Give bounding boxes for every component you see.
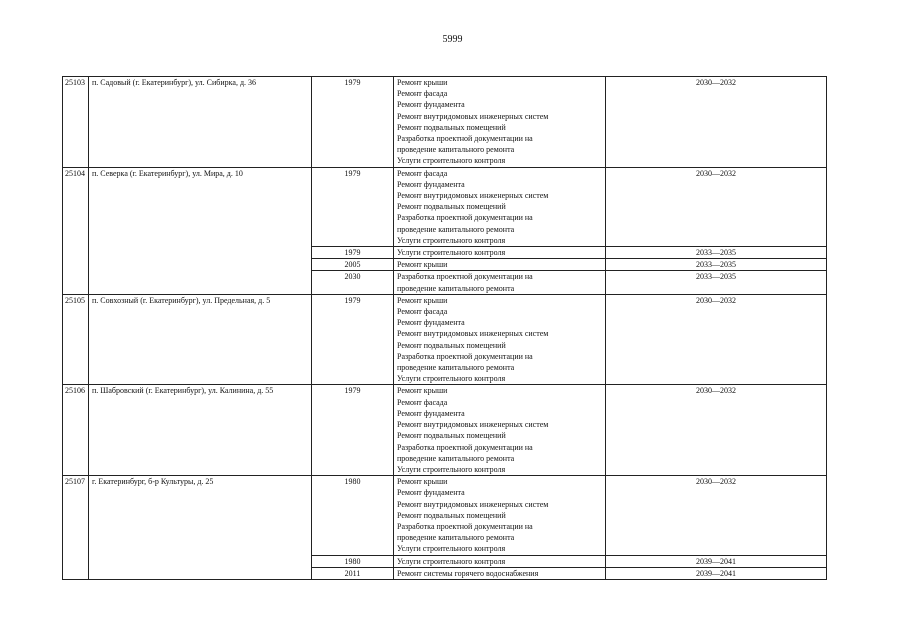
record-number: 25103 xyxy=(63,77,89,168)
work-item: Ремонт крыши xyxy=(397,386,448,396)
work-item: Ремонт внутридомовых инженерных систем xyxy=(397,499,549,509)
work-item: Ремонт фасада xyxy=(397,307,448,317)
record-year: 1979 xyxy=(312,77,394,168)
record-works xyxy=(394,385,606,476)
work-item: Разработка проектной документации на xyxy=(397,213,533,223)
record-period: 2033—2035 xyxy=(606,271,827,294)
record-period: 2033—2035 xyxy=(606,247,827,259)
work-item: Ремонт подвальных помещений xyxy=(397,202,506,212)
work-item: Ремонт крыши xyxy=(397,78,448,87)
work-item: Ремонт фундамента xyxy=(397,488,465,498)
record-period: 2030—2032 xyxy=(606,476,827,555)
record-period: 2033—2035 xyxy=(606,259,827,271)
table-row xyxy=(63,167,827,246)
record-period: 2030—2032 xyxy=(606,385,827,476)
record-works xyxy=(394,259,606,271)
work-item: проведение капитального ремонта xyxy=(397,145,515,155)
record-works xyxy=(394,555,606,567)
table-row xyxy=(63,476,827,555)
work-item: Ремонт фундамента xyxy=(397,100,465,110)
record-address: п. Северка (г. Екатеринбург), ул. Мира, д. 10 xyxy=(89,167,312,294)
record-address: п. Совхозный (г. Екатеринбург), ул. Предельная, д. 5 xyxy=(89,294,312,385)
record-works xyxy=(394,476,606,555)
work-item: проведение капитального ремонта xyxy=(397,533,515,543)
table-row xyxy=(63,77,827,168)
record-period: 2030—2032 xyxy=(606,294,827,385)
record-number: 25104 xyxy=(63,167,89,294)
record-year: 1980 xyxy=(312,555,394,567)
work-item: Ремонт фасада xyxy=(397,168,448,178)
record-address: г. Екатеринбург, б-р Культуры, д. 25 xyxy=(89,476,312,580)
work-item: Ремонт внутридомовых инженерных систем xyxy=(397,420,549,430)
record-period: 2039—2041 xyxy=(606,567,827,579)
work-item: Ремонт крыши xyxy=(397,295,448,305)
work-item: Разработка проектной документации на xyxy=(397,351,533,361)
work-item: проведение капитального ремонта xyxy=(397,283,515,293)
record-period: 2030—2032 xyxy=(606,167,827,246)
record-period: 2039—2041 xyxy=(606,555,827,567)
work-item: проведение капитального ремонта xyxy=(397,224,515,234)
table-row xyxy=(63,385,827,476)
work-item: Услуги строительного контроля xyxy=(397,464,506,474)
work-item: Разработка проектной документации на xyxy=(397,134,533,144)
work-item: Услуги строительного контроля xyxy=(397,248,506,258)
record-works xyxy=(394,167,606,246)
record-works xyxy=(394,271,606,294)
work-item: Ремонт фасада xyxy=(397,89,448,99)
work-item: Услуги строительного контроля xyxy=(397,556,506,566)
work-item: Ремонт фундамента xyxy=(397,318,465,328)
work-item: Разработка проектной документации на xyxy=(397,272,533,282)
work-item: проведение капитального ремонта xyxy=(397,453,515,463)
work-item: Ремонт подвальных помещений xyxy=(397,431,506,441)
work-item: Услуги строительного контроля xyxy=(397,374,506,384)
work-item: Ремонт внутридомовых инженерных систем xyxy=(397,329,549,339)
record-address: п. Шабровский (г. Екатеринбург), ул. Калинина, д. 55 xyxy=(89,385,312,476)
work-item: Ремонт крыши xyxy=(397,260,448,270)
work-item: Разработка проектной документации на xyxy=(397,521,533,531)
work-item: Ремонт подвальных помещений xyxy=(397,122,506,132)
record-year: 2011 xyxy=(312,567,394,579)
record-number: 25105 xyxy=(63,294,89,385)
work-item: Ремонт системы горячего водоснабжения xyxy=(397,568,539,578)
record-year: 1979 xyxy=(312,385,394,476)
work-item: Услуги строительного контроля xyxy=(397,235,506,245)
record-year: 1979 xyxy=(312,167,394,246)
record-address: п. Садовый (г. Екатеринбург), ул. Сибирка, д. 36 xyxy=(89,77,312,168)
record-year: 1979 xyxy=(312,294,394,385)
work-item: Ремонт крыши xyxy=(397,477,448,487)
record-works xyxy=(394,247,606,259)
record-year: 2005 xyxy=(312,259,394,271)
work-item: Услуги строительного контроля xyxy=(397,156,506,166)
record-works xyxy=(394,77,606,168)
work-item: проведение капитального ремонта xyxy=(397,363,515,373)
work-item: Ремонт внутридомовых инженерных систем xyxy=(397,111,549,121)
work-item: Ремонт внутридомовых инженерных систем xyxy=(397,191,549,201)
record-number: 25106 xyxy=(63,385,89,476)
record-year: 2030 xyxy=(312,271,394,294)
work-item: Разработка проектной документации на xyxy=(397,442,533,452)
work-item: Ремонт подвальных помещений xyxy=(397,510,506,520)
capital-repair-table xyxy=(62,76,827,580)
record-works xyxy=(394,567,606,579)
record-period: 2030—2032 xyxy=(606,77,827,168)
record-number: 25107 xyxy=(63,476,89,580)
table-row xyxy=(63,294,827,385)
work-item: Ремонт фундамента xyxy=(397,408,465,418)
record-year: 1980 xyxy=(312,476,394,555)
page-number: 5999 xyxy=(442,34,463,45)
record-year: 1979 xyxy=(312,247,394,259)
work-item: Ремонт подвальных помещений xyxy=(397,340,506,350)
work-item: Ремонт фасада xyxy=(397,397,448,407)
record-works xyxy=(394,294,606,385)
work-item: Ремонт фундамента xyxy=(397,179,465,189)
work-item: Услуги строительного контроля xyxy=(397,544,506,554)
